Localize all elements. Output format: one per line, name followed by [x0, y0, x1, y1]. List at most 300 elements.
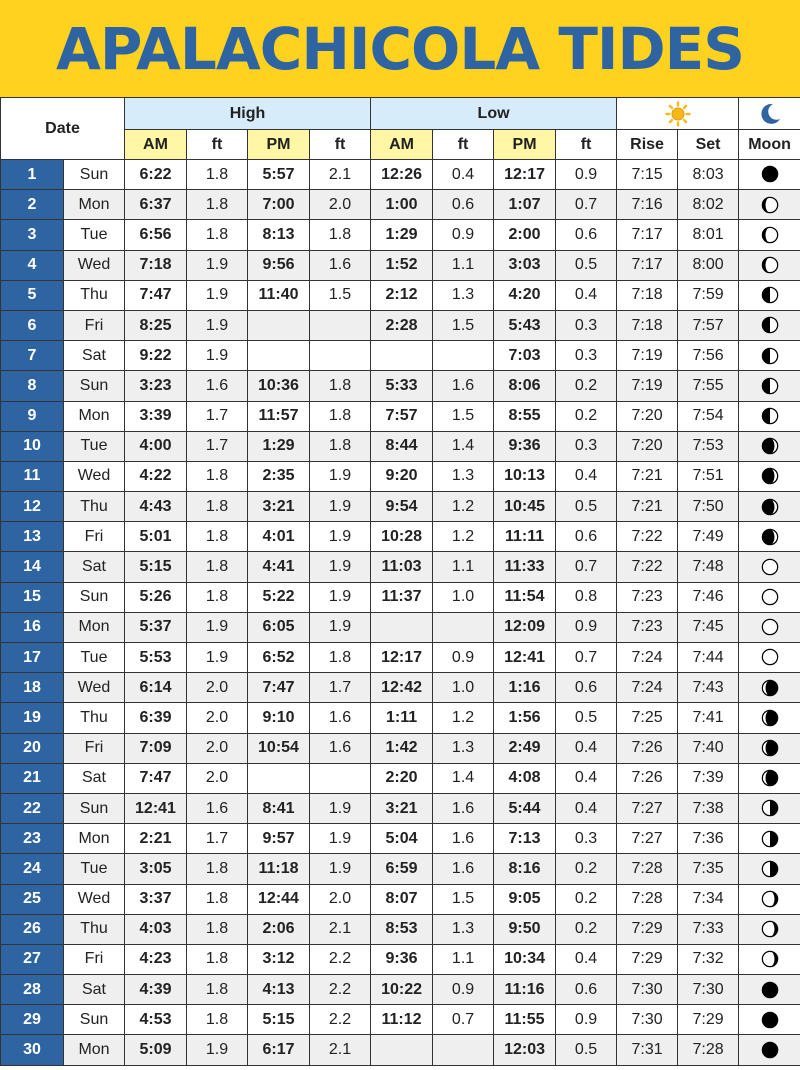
- sunrise-time: 7:27: [617, 824, 678, 854]
- high-pm-time: 7:47: [248, 673, 310, 703]
- low-am-height: [433, 1035, 494, 1065]
- high-am-time: 6:22: [125, 160, 187, 190]
- table-row: [1, 673, 800, 703]
- high-am-time: 12:41: [125, 793, 187, 823]
- high-am-height: 1.9: [187, 643, 248, 673]
- day-of-week: Sat: [64, 763, 125, 793]
- high-am-header: AM: [125, 130, 187, 160]
- sunset-time: 7:54: [678, 401, 739, 431]
- first-quarter-icon: [761, 377, 779, 395]
- low-am-height: 1.6: [433, 854, 494, 884]
- high-pm-time: 4:13: [248, 975, 310, 1005]
- table-row: [1, 522, 800, 552]
- low-pm-time: 9:50: [494, 914, 556, 944]
- sunset-time: 7:56: [678, 341, 739, 371]
- day-number: 8: [1, 371, 64, 401]
- day-of-week: Sun: [64, 1005, 125, 1035]
- moon-phase: [739, 341, 800, 371]
- high-pm-time: 11:18: [248, 854, 310, 884]
- low-pm-height: 0.3: [556, 341, 617, 371]
- day-of-week: Sun: [64, 582, 125, 612]
- waxing-gibbous-icon: [761, 498, 779, 516]
- high-pm-height: 1.8: [310, 401, 371, 431]
- high-am-height: 1.8: [187, 1005, 248, 1035]
- low-pm-time: 12:17: [494, 160, 556, 190]
- waxing-crescent-icon: [761, 256, 779, 274]
- high-am-time: 4:43: [125, 492, 187, 522]
- moon-phase: [739, 461, 800, 491]
- high-pm-time: 2:35: [248, 461, 310, 491]
- full-moon-icon: [761, 588, 779, 606]
- waxing-crescent-icon: [761, 196, 779, 214]
- sunset-time: 7:59: [678, 280, 739, 310]
- high-pm-time: 1:29: [248, 431, 310, 461]
- day-of-week: Thu: [64, 914, 125, 944]
- low-pm-time: 8:55: [494, 401, 556, 431]
- low-pm-time: 7:13: [494, 824, 556, 854]
- full-moon-icon: [761, 618, 779, 636]
- table-row: [1, 703, 800, 733]
- sunset-time: 7:43: [678, 673, 739, 703]
- day-number: 3: [1, 220, 64, 250]
- day-of-week: Sat: [64, 552, 125, 582]
- table-row: [1, 1005, 800, 1035]
- sunrise-time: 7:30: [617, 1005, 678, 1035]
- waxing-gibbous-icon: [761, 467, 779, 485]
- low-pm-height: 0.5: [556, 492, 617, 522]
- low-am-height: 1.2: [433, 703, 494, 733]
- low-am-time: 8:53: [371, 914, 433, 944]
- day-number: 7: [1, 341, 64, 371]
- low-am-time: 2:12: [371, 280, 433, 310]
- sunset-time: 7:41: [678, 703, 739, 733]
- last-quarter-icon: [761, 860, 779, 878]
- sunrise-time: 7:24: [617, 643, 678, 673]
- high-pm-time: 5:22: [248, 582, 310, 612]
- moon-phase: [739, 612, 800, 642]
- low-pm-time: 11:55: [494, 1005, 556, 1035]
- day-number: 28: [1, 975, 64, 1005]
- high-pm-time: 6:52: [248, 643, 310, 673]
- sunrise-time: 7:20: [617, 401, 678, 431]
- tide-table-body: [1, 160, 800, 1066]
- moon-header: Moon: [739, 130, 800, 160]
- new-moon-icon: [761, 1011, 779, 1029]
- low-pm-time: 10:34: [494, 944, 556, 974]
- day-number: 18: [1, 673, 64, 703]
- moon-phase: [739, 582, 800, 612]
- sunset-time: 7:46: [678, 582, 739, 612]
- high-am-time: 5:15: [125, 552, 187, 582]
- high-pm-time: 2:06: [248, 914, 310, 944]
- day-number: 23: [1, 824, 64, 854]
- high-pm-height: [310, 763, 371, 793]
- high-pm-height: 1.9: [310, 461, 371, 491]
- high-am-height: 2.0: [187, 703, 248, 733]
- low-pm-time: 11:54: [494, 582, 556, 612]
- moon-phase: [739, 763, 800, 793]
- high-am-time: 8:25: [125, 310, 187, 340]
- high-am-height: 1.9: [187, 341, 248, 371]
- low-pm-time: 12:09: [494, 612, 556, 642]
- day-number: 19: [1, 703, 64, 733]
- high-pm-height: 2.0: [310, 190, 371, 220]
- sunset-time: 7:53: [678, 431, 739, 461]
- sunrise-time: 7:21: [617, 461, 678, 491]
- sunrise-time: 7:19: [617, 371, 678, 401]
- moon-phase: [739, 220, 800, 250]
- high-pm-height: 1.9: [310, 582, 371, 612]
- high-pm-time: 7:00: [248, 190, 310, 220]
- high-pm-time: 8:41: [248, 793, 310, 823]
- date-header: Date: [1, 98, 125, 160]
- high-am-time: 5:37: [125, 612, 187, 642]
- high-pm-height: 1.9: [310, 522, 371, 552]
- low-pm-time: 1:56: [494, 703, 556, 733]
- low-am-height: 0.9: [433, 220, 494, 250]
- full-moon-icon: [761, 648, 779, 666]
- high-pm-height: 1.7: [310, 673, 371, 703]
- low-am-ft-header: ft: [433, 130, 494, 160]
- day-number: 4: [1, 250, 64, 280]
- day-of-week: Fri: [64, 522, 125, 552]
- high-pm-height: 1.9: [310, 793, 371, 823]
- high-pm-time: 11:40: [248, 280, 310, 310]
- first-quarter-icon: [761, 286, 779, 304]
- sunset-time: 7:48: [678, 552, 739, 582]
- day-number: 9: [1, 401, 64, 431]
- day-number: 30: [1, 1035, 64, 1065]
- low-am-time: 11:12: [371, 1005, 433, 1035]
- day-number: 25: [1, 884, 64, 914]
- moon-phase: [739, 824, 800, 854]
- low-am-time: 6:59: [371, 854, 433, 884]
- high-pm-time: [248, 310, 310, 340]
- low-pm-height: 0.2: [556, 854, 617, 884]
- low-am-time: [371, 1035, 433, 1065]
- high-pm-time: 9:56: [248, 250, 310, 280]
- moon-phase: [739, 492, 800, 522]
- rise-header: Rise: [617, 130, 678, 160]
- low-am-time: 1:00: [371, 190, 433, 220]
- high-pm-time: 9:10: [248, 703, 310, 733]
- low-pm-time: 1:07: [494, 190, 556, 220]
- day-number: 27: [1, 944, 64, 974]
- day-of-week: Tue: [64, 643, 125, 673]
- waxing-gibbous-icon: [761, 528, 779, 546]
- moon-phase: [739, 160, 800, 190]
- sunrise-time: 7:21: [617, 492, 678, 522]
- low-am-time: 9:54: [371, 492, 433, 522]
- low-pm-header: PM: [494, 130, 556, 160]
- sunrise-time: 7:29: [617, 944, 678, 974]
- high-am-height: 1.7: [187, 431, 248, 461]
- low-pm-height: 0.9: [556, 160, 617, 190]
- high-am-time: 5:01: [125, 522, 187, 552]
- low-am-height: 1.6: [433, 371, 494, 401]
- low-am-height: 1.5: [433, 310, 494, 340]
- high-am-height: 1.8: [187, 461, 248, 491]
- low-am-height: 0.9: [433, 643, 494, 673]
- high-am-height: 1.8: [187, 492, 248, 522]
- table-row: [1, 552, 800, 582]
- high-pm-height: 1.8: [310, 371, 371, 401]
- day-of-week: Mon: [64, 401, 125, 431]
- low-pm-height: 0.2: [556, 884, 617, 914]
- high-am-height: 1.8: [187, 160, 248, 190]
- sunset-time: 7:28: [678, 1035, 739, 1065]
- low-am-height: [433, 612, 494, 642]
- day-number: 12: [1, 492, 64, 522]
- low-pm-height: 0.6: [556, 522, 617, 552]
- low-pm-time: 12:03: [494, 1035, 556, 1065]
- moon-phase: [739, 673, 800, 703]
- moon-phase: [739, 884, 800, 914]
- table-row: [1, 975, 800, 1005]
- table-row: [1, 643, 800, 673]
- high-am-height: 1.8: [187, 854, 248, 884]
- table-row: [1, 884, 800, 914]
- sunset-time: 7:49: [678, 522, 739, 552]
- low-pm-time: 3:03: [494, 250, 556, 280]
- sunset-time: 7:45: [678, 612, 739, 642]
- sunrise-time: 7:29: [617, 914, 678, 944]
- day-number: 17: [1, 643, 64, 673]
- sunset-time: 7:30: [678, 975, 739, 1005]
- sunset-time: 7:40: [678, 733, 739, 763]
- waning-crescent-icon: [761, 890, 779, 908]
- day-number: 10: [1, 431, 64, 461]
- low-am-time: 1:29: [371, 220, 433, 250]
- low-am-time: 5:04: [371, 824, 433, 854]
- waning-crescent-icon: [761, 950, 779, 968]
- high-pm-time: 5:15: [248, 1005, 310, 1035]
- moon-phase: [739, 401, 800, 431]
- day-number: 21: [1, 763, 64, 793]
- last-quarter-icon: [761, 799, 779, 817]
- day-number: 5: [1, 280, 64, 310]
- moon-phase: [739, 733, 800, 763]
- high-am-time: 3:39: [125, 401, 187, 431]
- table-row: [1, 854, 800, 884]
- low-pm-height: 0.3: [556, 824, 617, 854]
- high-am-height: 1.9: [187, 612, 248, 642]
- low-am-height: 1.3: [433, 914, 494, 944]
- sunrise-time: 7:23: [617, 582, 678, 612]
- sunrise-time: 7:30: [617, 975, 678, 1005]
- high-pm-height: 1.9: [310, 612, 371, 642]
- low-pm-height: 0.8: [556, 582, 617, 612]
- moon-phase: [739, 944, 800, 974]
- table-row: [1, 190, 800, 220]
- day-number: 24: [1, 854, 64, 884]
- low-pm-height: 0.4: [556, 733, 617, 763]
- high-am-height: 2.0: [187, 673, 248, 703]
- waning-gibbous-icon: [761, 709, 779, 727]
- low-pm-height: 0.5: [556, 1035, 617, 1065]
- low-pm-time: 11:33: [494, 552, 556, 582]
- low-am-time: 12:42: [371, 673, 433, 703]
- table-row: [1, 1035, 800, 1065]
- low-am-height: 1.0: [433, 582, 494, 612]
- low-pm-time: 7:03: [494, 341, 556, 371]
- low-am-height: 1.2: [433, 492, 494, 522]
- high-pm-height: 1.9: [310, 552, 371, 582]
- sunset-time: 8:02: [678, 190, 739, 220]
- moon-header-icon-cell: [739, 98, 800, 130]
- high-am-height: 2.0: [187, 763, 248, 793]
- moon-phase: [739, 1005, 800, 1035]
- high-pm-height: 2.2: [310, 975, 371, 1005]
- high-pm-height: 1.8: [310, 643, 371, 673]
- high-pm-height: 1.6: [310, 703, 371, 733]
- first-quarter-icon: [761, 316, 779, 334]
- tide-table: [0, 97, 800, 1066]
- low-am-time: 9:20: [371, 461, 433, 491]
- sunrise-time: 7:28: [617, 854, 678, 884]
- moon-phase: [739, 975, 800, 1005]
- low-pm-ft-header: ft: [556, 130, 617, 160]
- low-am-height: 1.1: [433, 552, 494, 582]
- moon-phase: [739, 371, 800, 401]
- high-pm-time: 3:21: [248, 492, 310, 522]
- day-of-week: Sat: [64, 341, 125, 371]
- high-am-time: 6:14: [125, 673, 187, 703]
- table-row: [1, 341, 800, 371]
- low-pm-height: 0.2: [556, 371, 617, 401]
- high-pm-height: 1.9: [310, 492, 371, 522]
- moon-phase: [739, 854, 800, 884]
- high-am-time: 4:53: [125, 1005, 187, 1035]
- day-number: 20: [1, 733, 64, 763]
- high-am-time: 5:26: [125, 582, 187, 612]
- high-pm-time: 8:13: [248, 220, 310, 250]
- high-pm-height: 1.6: [310, 250, 371, 280]
- table-row: [1, 280, 800, 310]
- low-pm-time: 5:44: [494, 793, 556, 823]
- sunset-time: 7:34: [678, 884, 739, 914]
- sunrise-time: 7:16: [617, 190, 678, 220]
- sunset-time: 7:36: [678, 824, 739, 854]
- high-am-time: 3:23: [125, 371, 187, 401]
- day-of-week: Mon: [64, 1035, 125, 1065]
- new-moon-icon: [761, 981, 779, 999]
- high-pm-ft-header: ft: [310, 130, 371, 160]
- high-am-height: 1.7: [187, 824, 248, 854]
- low-pm-height: 0.3: [556, 310, 617, 340]
- low-pm-height: 0.6: [556, 220, 617, 250]
- day-number: 1: [1, 160, 64, 190]
- moon-phase: [739, 643, 800, 673]
- high-pm-time: 6:17: [248, 1035, 310, 1065]
- high-pm-height: 2.1: [310, 1035, 371, 1065]
- day-of-week: Tue: [64, 854, 125, 884]
- high-pm-height: 1.8: [310, 220, 371, 250]
- high-pm-height: 1.8: [310, 431, 371, 461]
- low-am-height: 1.0: [433, 673, 494, 703]
- day-number: 6: [1, 310, 64, 340]
- high-am-time: 4:39: [125, 975, 187, 1005]
- low-pm-height: 0.3: [556, 431, 617, 461]
- day-of-week: Wed: [64, 461, 125, 491]
- sunrise-time: 7:24: [617, 673, 678, 703]
- low-pm-time: 8:16: [494, 854, 556, 884]
- high-pm-height: 1.9: [310, 824, 371, 854]
- day-number: 29: [1, 1005, 64, 1035]
- low-am-header: AM: [371, 130, 433, 160]
- table-row: [1, 733, 800, 763]
- high-am-time: 6:37: [125, 190, 187, 220]
- low-am-height: 1.5: [433, 401, 494, 431]
- high-am-time: 7:47: [125, 763, 187, 793]
- low-header: Low: [371, 98, 617, 130]
- low-pm-height: 0.4: [556, 280, 617, 310]
- sunrise-time: 7:25: [617, 703, 678, 733]
- table-row: [1, 160, 800, 190]
- low-pm-height: 0.6: [556, 673, 617, 703]
- day-of-week: Thu: [64, 280, 125, 310]
- day-of-week: Fri: [64, 733, 125, 763]
- day-number: 11: [1, 461, 64, 491]
- page-title: APALACHICOLA TIDES: [55, 15, 745, 83]
- table-row: [1, 824, 800, 854]
- high-am-height: 2.0: [187, 733, 248, 763]
- low-pm-height: 0.7: [556, 643, 617, 673]
- day-of-week: Fri: [64, 944, 125, 974]
- first-quarter-icon: [761, 407, 779, 425]
- table-row: [1, 492, 800, 522]
- high-pm-time: [248, 341, 310, 371]
- table-row: [1, 763, 800, 793]
- waning-gibbous-icon: [761, 769, 779, 787]
- sunrise-time: 7:19: [617, 341, 678, 371]
- low-pm-height: 0.9: [556, 612, 617, 642]
- high-pm-height: 1.5: [310, 280, 371, 310]
- high-pm-height: 2.0: [310, 884, 371, 914]
- low-am-time: 12:26: [371, 160, 433, 190]
- low-am-height: 1.6: [433, 824, 494, 854]
- low-pm-height: 0.7: [556, 190, 617, 220]
- high-pm-height: 1.9: [310, 854, 371, 884]
- sunset-time: 7:32: [678, 944, 739, 974]
- day-of-week: Sun: [64, 793, 125, 823]
- high-am-time: 3:37: [125, 884, 187, 914]
- low-am-time: 3:21: [371, 793, 433, 823]
- low-pm-time: 5:43: [494, 310, 556, 340]
- low-am-height: 1.1: [433, 250, 494, 280]
- new-moon-icon: [761, 165, 779, 183]
- sunset-time: 8:01: [678, 220, 739, 250]
- high-am-height: 1.8: [187, 582, 248, 612]
- waxing-crescent-icon: [761, 226, 779, 244]
- low-pm-time: 2:49: [494, 733, 556, 763]
- high-am-height: 1.8: [187, 190, 248, 220]
- high-am-time: 7:18: [125, 250, 187, 280]
- low-am-height: 0.9: [433, 975, 494, 1005]
- low-am-time: 9:36: [371, 944, 433, 974]
- low-pm-height: 0.9: [556, 1005, 617, 1035]
- high-pm-time: 10:54: [248, 733, 310, 763]
- day-number: 16: [1, 612, 64, 642]
- low-am-time: 5:33: [371, 371, 433, 401]
- high-am-height: 1.6: [187, 793, 248, 823]
- low-pm-height: 0.5: [556, 250, 617, 280]
- high-pm-time: 3:12: [248, 944, 310, 974]
- high-pm-time: 11:57: [248, 401, 310, 431]
- low-pm-time: 11:16: [494, 975, 556, 1005]
- low-pm-time: 4:20: [494, 280, 556, 310]
- low-am-height: 1.4: [433, 763, 494, 793]
